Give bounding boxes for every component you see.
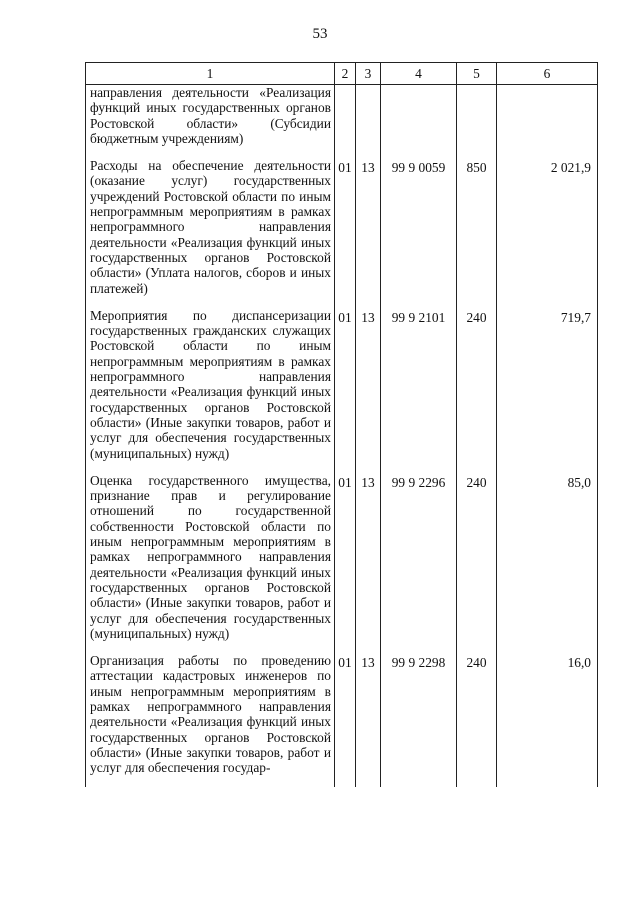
row-description: направления деятельности «Реализация функций иных государственных органов Ростовской области» (Субсидии бюджетным учреждениям) <box>86 85 335 159</box>
header-col-4: 4 <box>381 63 457 85</box>
table-row <box>86 85 598 159</box>
header-col-1: 1 <box>86 63 335 85</box>
row-subsection: 13 <box>356 653 381 787</box>
table-row <box>86 158 598 308</box>
row-section: 01 <box>335 158 356 308</box>
row-subsection: 13 <box>356 308 381 473</box>
header-col-5: 5 <box>457 63 497 85</box>
row-expense-type: 240 <box>457 653 497 787</box>
row-target-article: 99 9 2298 <box>381 653 457 787</box>
header-col-2: 2 <box>335 63 356 85</box>
budget-table <box>85 62 598 787</box>
table-row <box>86 473 598 653</box>
row-target-article <box>381 85 457 159</box>
header-col-6: 6 <box>497 63 598 85</box>
row-expense-type: 240 <box>457 308 497 473</box>
row-section <box>335 85 356 159</box>
row-expense-type: 240 <box>457 473 497 653</box>
row-target-article: 99 9 2101 <box>381 308 457 473</box>
row-expense-type <box>457 85 497 159</box>
row-description: Расходы на обеспечение деятельности (оказание услуг) государственных учреждений Ростовской области по иным непрограммным мероприятиям в рамках непрограммного направления деятельности «Реализация функций иных государственных органов Ростовской области» (Уплата налогов, сборов и иных платежей) <box>86 158 335 308</box>
row-section: 01 <box>335 308 356 473</box>
row-amount: 85,0 <box>497 473 598 653</box>
row-amount: 16,0 <box>497 653 598 787</box>
table-row <box>86 308 598 473</box>
row-section: 01 <box>335 653 356 787</box>
row-subsection: 13 <box>356 473 381 653</box>
row-subsection: 13 <box>356 158 381 308</box>
row-description: Организация работы по проведению аттестации кадастровых инженеров по иным непрограммным мероприятиям в рамках непрограммного направления деятельности «Реализация функций иных государственных органов Ростовской области» (Иные закупки товаров, работ и услуг для обеспечения государ- <box>86 653 335 787</box>
row-amount <box>497 85 598 159</box>
row-description: Оценка государственного имущества, признание прав и регулирование отношений по государственной собственности Ростовской области по иным непрограммным мероприятиям в рамках непрограммного направления деятельности «Реализация функций иных государственных органов Ростовской области» (Иные закупки товаров, работ и услуг для обеспечения государственных (муниципальных) нужд) <box>86 473 335 653</box>
page-number: 53 <box>312 26 328 42</box>
header-col-3: 3 <box>356 63 381 85</box>
row-target-article: 99 9 0059 <box>381 158 457 308</box>
row-subsection <box>356 85 381 159</box>
row-expense-type: 850 <box>457 158 497 308</box>
table-header-row <box>86 63 598 85</box>
row-target-article: 99 9 2296 <box>381 473 457 653</box>
row-description: Мероприятия по диспансеризации государственных гражданских служащих Ростовской области по иным непрограммным мероприятиям в рамках непрограммного направления деятельности «Реализация функций иных государственных органов Ростовской области» (Иные закупки товаров, работ и услуг для обеспечения государственных (муниципальных) нужд) <box>86 308 335 473</box>
table-row <box>86 653 598 787</box>
row-amount: 719,7 <box>497 308 598 473</box>
row-section: 01 <box>335 473 356 653</box>
row-amount: 2 021,9 <box>497 158 598 308</box>
